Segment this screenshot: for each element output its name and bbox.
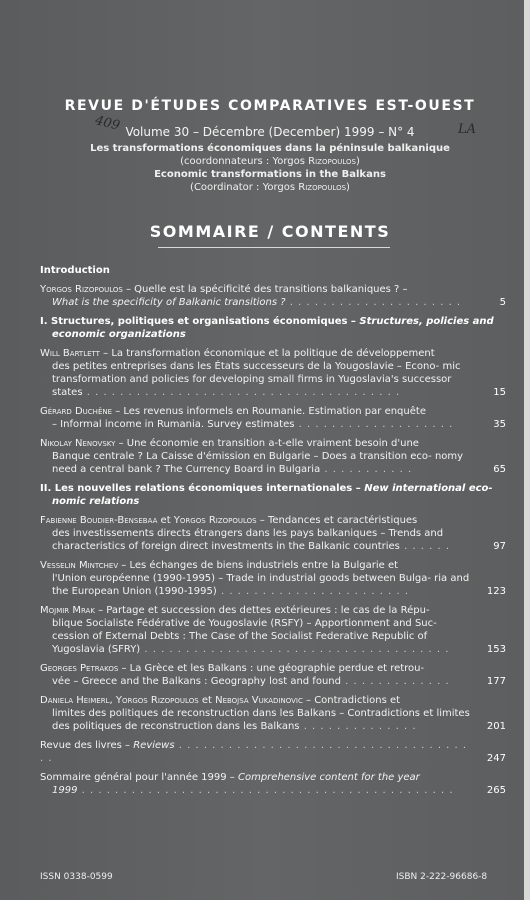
toc-entry[interactable]: Will Bartlett – La transformation économique et la politique de développement des petites entreprises dans les États successeurs de la Yougoslavie – Econo- mic transformation and policies for developing small firms in Yugoslavia's successor states . . . . . . . . . . . . . . . . . . . . . . . . . . . . . . . . . . . . . . 15 [40,348,506,398]
page-number: 65 [493,464,506,475]
toc-entry[interactable]: Sommaire général pour l'année 1999 – Comprehensive content for the year 1999 . . . . . . . . . . . . . . . . . . . . . . . . . . . . . . . . . . . . . . . . . . . . . 265 [40,772,506,796]
toc-entry[interactable]: Nikolay Nenovsky – Une économie en transition a-t-elle vraiment besoin d'une Banque centrale ? La Caisse d'émission en Bulgarie – Does a transition eco- nomy need a central bank ? The Currency Board in Bulgaria . . . . . . . . . . . 65 [40,438,506,475]
heading-rule [158,247,390,248]
coordinator-en: (Coordinator : Yorgos Rizopoulos) [190,182,350,193]
toc-entry[interactable]: Fabienne Boudier-Bensebaa et Yorgos Rizopoulos – Tendances et caractéristiques des investissements directs étrangers dans les pays balkaniques – Trends and characteristics of foreign direct investments in the Balkanic countries . . . . . . 97 [40,515,506,552]
handwritten-note-left: 409 [93,113,122,134]
toc-entry[interactable]: Mojmir Mrak – Partage et succession des dettes extérieures : le cas de la Répu- blique Socialiste Fédérative de Yougoslavie (RSFY) – Apportionment and Suc- cession of External Debts : The Case of the Socialist Federative Republic of Yugoslavia (SFRY) . . . . . . . . . . . . . . . . . . . . . . . . . . . . . . . . . . . . . 153 [40,605,506,655]
isbn-number: ISBN 2-222-96686-8 [396,872,488,882]
page-number: 123 [486,586,506,597]
handwritten-note-right: LA [458,122,477,137]
toc-entry[interactable]: Georges Petrakos – La Grèce et les Balkans : une géographie perdue et retrou- vée – Greece and the Balkans : Geography lost and found . . . . . . . . . . . . . 177 [40,663,506,687]
toc-entry[interactable]: Revue des livres – Reviews . . . . . . . . . . . . . . . . . . . . . . . . . . . . . . . . . . . . . 247 [40,740,506,764]
toc-entry[interactable]: Vesselin Mintchev – Les échanges de biens industriels entre la Bulgarie et l'Union européenne (1990-1995) – Trade in industrial goods between Bulga- ria and the European Union (1990-1995) . . . . . . . . . . . . . . . . . . . . . . . 123 [40,560,506,597]
page-number: 265 [486,785,506,796]
coordinators-fr: (coordonnateurs : Yorgos Rizopoulos) [180,156,360,167]
page-number: 153 [486,644,506,655]
section-heading: II. Les nouvelles relations économiques internationales – New international eco- nomic relations [40,483,493,507]
toc-entry[interactable]: Gérard Duchêne – Les revenus informels en Roumanie. Estimation par enquête – Informal income in Rumania. Survey estimates . . . . . . . . . . . . . . . . . . . 35 [40,406,506,430]
page-edge [524,0,530,900]
page-number: 201 [486,721,506,732]
page-number: 35 [493,419,506,430]
issue-subtitle-en: Economic transformations in the Balkans [154,169,386,180]
contents-heading: SOMMAIRE / CONTENTS [149,222,391,241]
section-heading: I. Structures, politiques et organisations économiques – Structures, policies and economic organizations [40,316,494,340]
issn-number: ISSN 0338-0599 [40,872,113,882]
page-number: 247 [486,753,506,764]
page-number: 5 [499,297,506,308]
table-of-contents [40,265,506,803]
toc-entry[interactable]: Daniela Heimerl, Yorgos Rizopoulos et Nebojsa Vukadinovic – Contradictions et limites des politiques de reconstruction dans les Balkans – Contradictions et limites des politiques de reconstruction dans les Balkans . . . . . . . . . . . . . . 201 [40,695,506,732]
page-number: 15 [493,387,506,398]
toc-entry[interactable]: Yorgos Rizopoulos – Quelle est la spécificité des transitions balkaniques ? – What is the specificity of Balkanic transitions ? . . . . . . . . . . . . . . . . . . . . . 5 [40,284,506,308]
introduction-heading: Introduction [40,265,110,276]
page-number: 177 [486,676,506,687]
page-number: 97 [493,541,506,552]
issue-volume: Volume 30 – Décembre (December) 1999 – N° 4 [125,125,415,139]
journal-title: REVUE D'ÉTUDES COMPARATIVES EST-OUEST [64,98,476,114]
issue-subtitle-fr: Les transformations économiques dans la péninsule balkanique [90,143,450,154]
